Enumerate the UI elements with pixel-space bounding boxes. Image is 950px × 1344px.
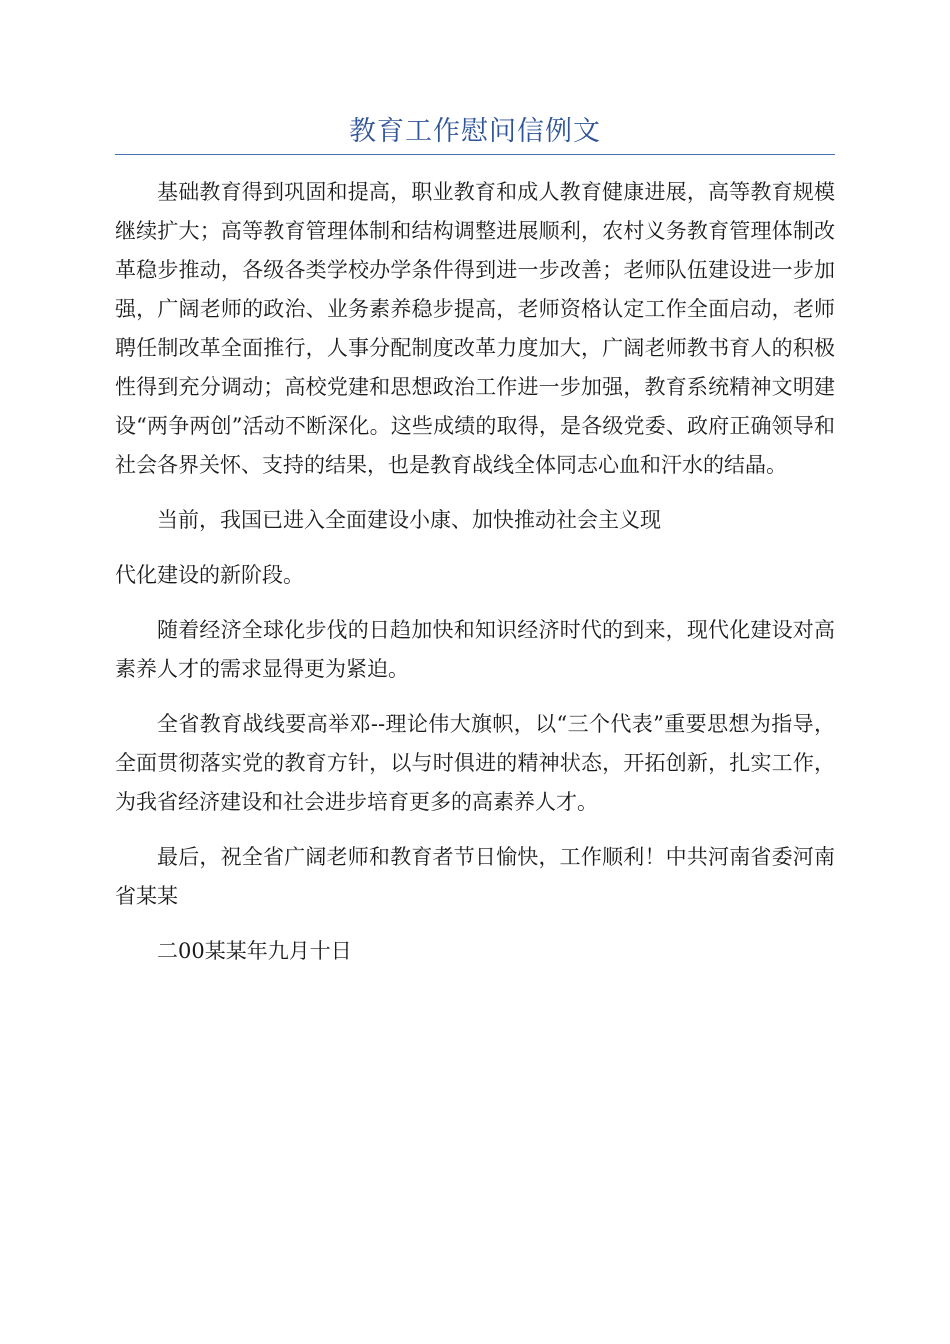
title-underline (115, 154, 835, 155)
paragraph-date: 二00某某年九月十日 (157, 939, 352, 963)
document-body (115, 173, 835, 987)
paragraph-current-stage-1: 当前，我国已进入全面建设小康、加快推动社会主义现 (157, 508, 661, 532)
document-title: 教育工作慰问信例文 (349, 116, 601, 147)
paragraph-call-to-action: 全省教育战线要高举邓--理论伟大旗帜，以“三个代表”重要思想为指导，全面贯彻落实党的教育方针，以与时俱进的精神状态，开拓创新，扎实工作，为我省经济建设和社会进步培育更多的高素养人才。 (115, 712, 835, 814)
paragraph-globalization: 随着经济全球化步伐的日趋加快和知识经济时代的到来，现代化建设对高素养人才的需求显得更为紧迫。 (115, 618, 835, 681)
paragraph-current-stage-2: 代化建设的新阶段。 (115, 563, 304, 587)
paragraph-closing-wishes: 最后，祝全省广阔老师和教育者节日愉快，工作顺利！中共河南省委河南省某某 (115, 845, 835, 908)
paragraph-achievements: 基础教育得到巩固和提高，职业教育和成人教育健康进展，高等教育规模继续扩大；高等教育管理体制和结构调整进展顺利，农村义务教育管理体制改革稳步推动，各级各类学校办学条件得到进一步改善；老师队伍建设进一步加强，广阔老师的政治、业务素养稳步提高，老师资格认定工作全面启动，老师聘任制改革全面推行，人事分配制度改革力度加大，广阔老师教书育人的积极性得到充分调动；高校党建和思想政治工作进一步加强，教育系统精神文明建设“两争两创”活动不断深化。这些成绩的取得，是各级党委、政府正确领导和社会各界关怀、支持的结果，也是教育战线全体同志心血和汗水的结晶。 (115, 180, 835, 477)
